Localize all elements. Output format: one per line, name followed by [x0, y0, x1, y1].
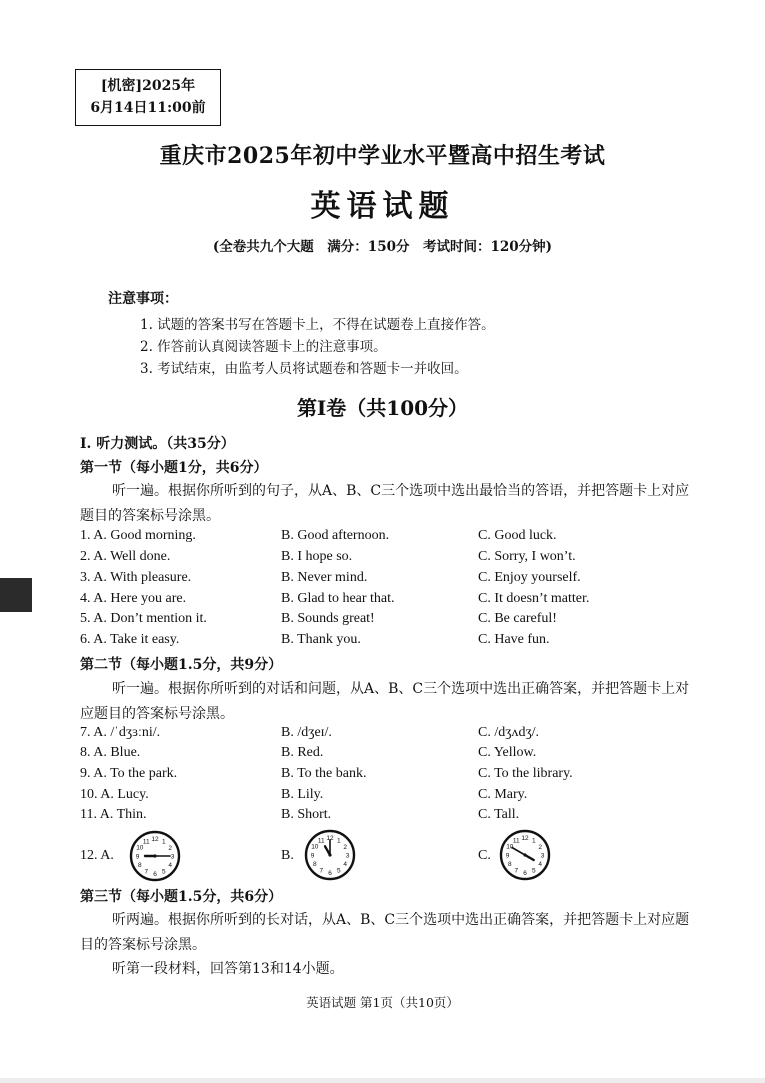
svg-text:7: 7 — [319, 867, 324, 875]
svg-text:9: 9 — [310, 852, 315, 860]
exam-title: 重庆市2025年初中学业水平暨高中招生考试 — [159, 143, 606, 169]
question-2-option-a: 2. A. Well done. — [80, 549, 171, 564]
svg-text:2: 2 — [343, 843, 348, 851]
svg-text:3: 3 — [540, 852, 545, 860]
q12-option-c-label: C. — [478, 848, 491, 863]
question-3-option-a: 3. A. With pleasure. — [80, 570, 192, 585]
question-6-option-c: C. Have fun. — [478, 632, 550, 647]
question-2-option-c: C. Sorry, I won’t. — [478, 549, 576, 564]
svg-text:12: 12 — [326, 835, 334, 842]
section3-sub-instruction: 听第一段材料，回答第13和14小题。 — [112, 961, 344, 977]
svg-text:8: 8 — [137, 862, 142, 870]
notice-item: 3. 考试结束，由监考人员将试题卷和答题卡一并收回。 — [140, 361, 468, 377]
svg-text:1: 1 — [336, 837, 341, 845]
question-10-option-b: B. Lily. — [281, 787, 324, 802]
svg-text:10: 10 — [506, 843, 514, 851]
confidential-line1: [机密]2025年 — [100, 78, 196, 94]
svg-text:7: 7 — [144, 868, 149, 876]
notice-item: 1. 试题的答案书写在答题卡上，不得在试题卷上直接作答。 — [140, 317, 495, 333]
svg-text:9: 9 — [505, 852, 510, 860]
svg-text:12: 12 — [521, 835, 529, 842]
section2-heading: 第二节（每小题1.5分，共9分） — [80, 657, 283, 673]
question-8-option-a: 8. A. Blue. — [80, 745, 141, 760]
section1-heading: 第一节（每小题1分，共6分） — [80, 460, 268, 476]
question-8-option-c: C. Yellow. — [478, 745, 537, 760]
clock-icon-option-a — [126, 829, 184, 883]
question-7-option-a: 7. A. /ˈdʒɜːni/. — [80, 725, 161, 740]
question-11-option-c: C. Tall. — [478, 807, 520, 822]
section2-instruction: 听一遍。根据你所听到的对话和问题，从A、B、C三个选项中选出正确答案，并把答题卡上对应题目的答案标号涂黑。 — [80, 681, 690, 722]
question-2-option-b: B. I hope so. — [281, 549, 353, 564]
question-7-option-b: B. /dʒeɪ/. — [281, 725, 332, 740]
svg-text:10: 10 — [136, 844, 144, 852]
question-4-option-a: 4. A. Here you are. — [80, 591, 187, 606]
question-3-option-c: C. Enjoy yourself. — [478, 570, 581, 585]
question-7-option-c: C. /dʒʌdʒ/. — [478, 725, 540, 740]
question-11-option-a: 11. A. Thin. — [80, 807, 147, 822]
svg-text:6: 6 — [153, 871, 157, 878]
subject-title: 英语试题 — [310, 189, 455, 224]
question-9-option-a: 9. A. To the park. — [80, 766, 178, 781]
question-6-option-a: 6. A. Take it easy. — [80, 632, 180, 647]
bottom-edge — [0, 1078, 765, 1083]
svg-text:9: 9 — [135, 853, 140, 861]
svg-text:8: 8 — [507, 861, 512, 869]
svg-text:5: 5 — [161, 868, 166, 876]
svg-text:2: 2 — [168, 844, 173, 852]
page-footer: 英语试题 第1页（共10页） — [306, 995, 459, 1010]
svg-text:5: 5 — [531, 867, 536, 875]
svg-text:4: 4 — [343, 861, 348, 869]
svg-text:3: 3 — [170, 853, 175, 861]
question-5-option-c: C. Be careful! — [478, 611, 557, 626]
part-title: 第Ⅰ卷（共100分） — [296, 396, 469, 420]
question-5-option-b: B. Sounds great! — [281, 611, 375, 626]
section3-instruction: 听两遍。根据你所听到的长对话，从A、B、C三个选项中选出正确答案，并把答题卡上对应题目的答案标号涂黑。 — [80, 912, 690, 953]
question-1-option-a: 1. A. Good morning. — [80, 528, 196, 543]
question-10-option-a: 10. A. Lucy. — [80, 787, 149, 802]
question-1-option-c: C. Good luck. — [478, 528, 557, 543]
svg-text:11: 11 — [317, 837, 325, 845]
question-11-option-b: B. Short. — [281, 807, 332, 822]
question-9-option-c: C. To the library. — [478, 766, 573, 781]
section3-heading: 第三节（每小题1.5分，共6分） — [80, 889, 283, 905]
listening-section-title: I. 听力测试。（共35分） — [80, 436, 235, 452]
svg-text:7: 7 — [514, 867, 519, 875]
question-3-option-b: B. Never mind. — [281, 570, 368, 585]
exam-info: (全卷共九个大题 满分：150分 考试时间：120分钟) — [212, 239, 553, 255]
notice-heading: 注意事项： — [108, 291, 178, 307]
question-4-option-c: C. It doesn’t matter. — [478, 591, 590, 606]
question-4-option-b: B. Glad to hear that. — [281, 591, 395, 606]
question-5-option-a: 5. A. Don’t mention it. — [80, 611, 207, 626]
question-1-option-b: B. Good afternoon. — [281, 528, 390, 543]
svg-text:3: 3 — [345, 852, 350, 860]
svg-text:4: 4 — [538, 861, 543, 869]
confidential-box — [75, 69, 221, 126]
svg-text:6: 6 — [523, 870, 527, 877]
svg-text:10: 10 — [311, 843, 319, 851]
q12-option-a-label: 12. A. — [80, 848, 114, 863]
question-6-option-b: B. Thank you. — [281, 632, 361, 647]
svg-text:11: 11 — [512, 837, 520, 845]
confidential-line2: 6月14日11:00前 — [90, 100, 206, 116]
svg-text:6: 6 — [328, 870, 332, 877]
svg-text:12: 12 — [151, 836, 159, 843]
svg-text:4: 4 — [168, 862, 173, 870]
page-edge-tab — [0, 578, 32, 612]
section1-instruction: 听一遍。根据你所听到的句子，从A、B、C三个选项中选出最恰当的答语，并把答题卡上对应题目的答案标号涂黑。 — [80, 483, 690, 524]
svg-text:5: 5 — [336, 867, 341, 875]
clock-icon-option-c — [496, 828, 554, 882]
svg-text:8: 8 — [312, 861, 317, 869]
svg-text:11: 11 — [142, 838, 150, 846]
question-10-option-c: C. Mary. — [478, 787, 528, 802]
clock-icon-option-b — [301, 828, 359, 882]
notice-item: 2. 作答前认真阅读答题卡上的注意事项。 — [140, 339, 387, 355]
q12-option-b-label: B. — [281, 848, 294, 863]
svg-text:2: 2 — [538, 843, 543, 851]
question-9-option-b: B. To the bank. — [281, 766, 367, 781]
svg-text:1: 1 — [531, 837, 536, 845]
svg-text:1: 1 — [161, 838, 166, 846]
question-8-option-b: B. Red. — [281, 745, 324, 760]
